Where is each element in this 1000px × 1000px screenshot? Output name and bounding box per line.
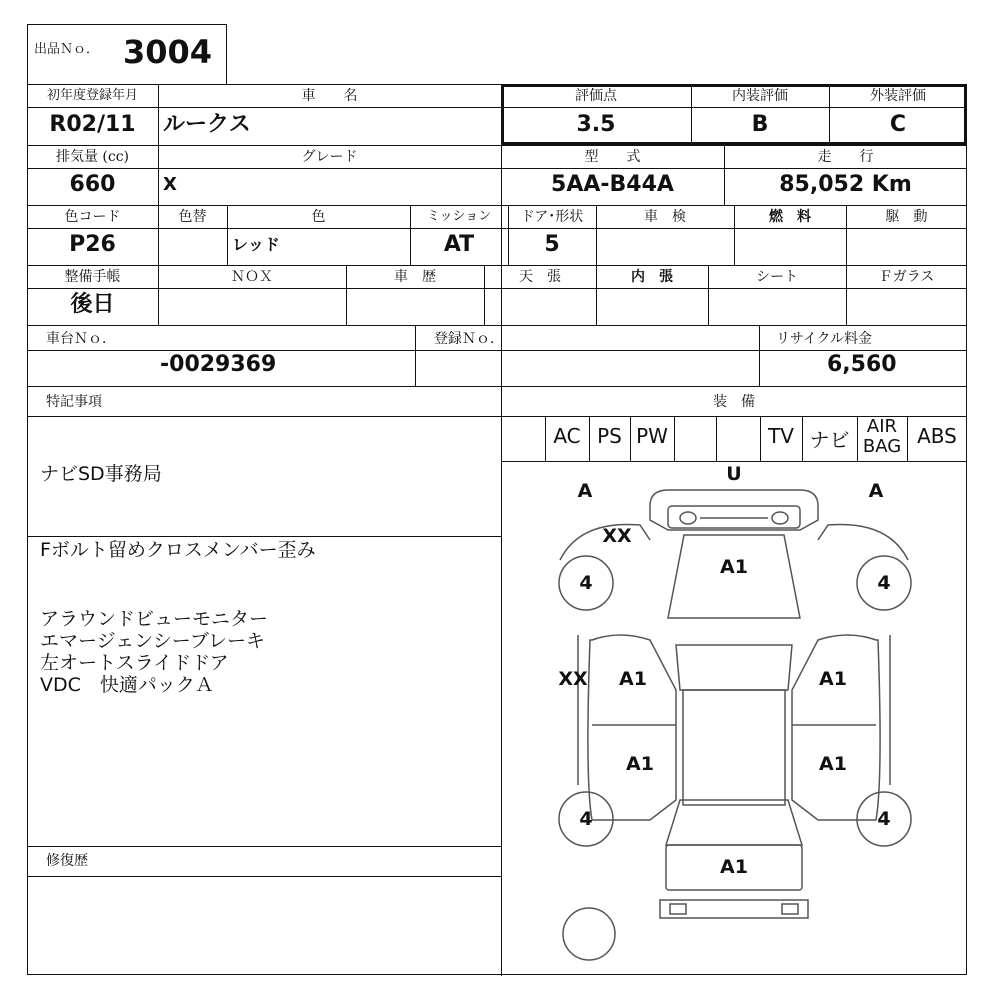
service-book-header: 整備手帳 [64, 269, 121, 285]
feature-4: VDC 快適パックＡ [40, 674, 214, 696]
displacement-header: 排気量 (cc) [55, 149, 130, 165]
damage-left-side: XX [558, 668, 588, 690]
lot-label: 出品Ｎｏ． [34, 42, 100, 57]
color-value: レッド [232, 235, 280, 254]
reg-no-header: 登録Ｎｏ． [434, 331, 504, 347]
service-book-value: 後日 [70, 292, 115, 317]
model-value: 5AA-B44A [551, 172, 674, 197]
f-glass-header: Ｆガラス [878, 269, 935, 285]
color-code-value: P26 [69, 232, 116, 257]
remarks-header: 特記事項 [46, 394, 102, 410]
exterior-value: C [889, 112, 907, 137]
score-header: 評価点 [575, 88, 617, 104]
equipment-header: 装 備 [713, 394, 755, 410]
door-header: ドア･形状 [520, 209, 584, 225]
door-value: 5 [544, 232, 560, 257]
damage-rear-right-door: A1 [819, 753, 847, 775]
transmission-header: ミッション [426, 209, 492, 224]
damage-front-left-door: A1 [619, 668, 647, 690]
fuel-header: 燃 料 [769, 209, 811, 225]
damage-hood-left: XX [602, 525, 632, 547]
equip-navi: ナビ [809, 428, 850, 452]
equip-tv: TV [768, 424, 794, 448]
remark-line-2: Fボルト留めクロスメンバー歪み [40, 539, 316, 561]
repair-history-header: 修復歴 [46, 853, 88, 869]
equip-pw: PW [636, 424, 668, 448]
grade-header: グレード [301, 149, 358, 165]
tire-rear-right: 4 [877, 808, 891, 830]
tire-front-left: 4 [579, 572, 593, 594]
interior-header: 内装評価 [732, 88, 788, 104]
recycle-header: リサイクル料金 [776, 331, 873, 347]
equip-ac: AC [553, 424, 581, 448]
grade-value: X [163, 174, 177, 195]
first-reg-value: R02/11 [49, 112, 136, 137]
interior-trim-header: 内 張 [631, 269, 673, 285]
inspection-header: 車 検 [644, 209, 686, 225]
color-change-header: 色替 [178, 209, 207, 225]
damage-hood: A1 [720, 556, 748, 578]
tire-front-right: 4 [877, 572, 891, 594]
feature-2: エマージェンシーブレーキ [40, 630, 266, 652]
equip-abs: ABS [917, 424, 957, 448]
recycle-value: 6,560 [827, 352, 897, 377]
nox-header: ＮＯＸ [231, 269, 273, 285]
remark-line-1: ナビSD事務局 [40, 463, 162, 485]
tire-rear-left: 4 [579, 808, 593, 830]
color-header: 色 [311, 209, 326, 225]
chassis-value: -0029369 [160, 352, 277, 377]
damage-front-bumper: U [726, 463, 742, 485]
displacement-value: 660 [69, 172, 116, 197]
damage-front-left: A [577, 480, 593, 502]
interior-value: B [751, 112, 769, 137]
car-name-value: ルークス [163, 112, 251, 137]
equip-ps: PS [597, 424, 622, 448]
model-header: 型 式 [584, 149, 641, 165]
mileage-header: 走 行 [817, 149, 874, 165]
seat-header: シート [756, 269, 798, 285]
damage-rear-left-door: A1 [626, 753, 654, 775]
equip-airbag: AIR BAG [862, 416, 902, 457]
mileage-value: 85,052 Km [779, 172, 912, 197]
drive-header: 駆 動 [885, 209, 928, 225]
transmission-value: AT [443, 232, 475, 257]
chassis-header: 車台Ｎｏ． [46, 331, 116, 347]
history-header: 車 歴 [394, 269, 436, 285]
feature-3: 左オートスライドドア [40, 652, 229, 674]
lot-number: 3004 [123, 33, 213, 71]
damage-rear: A1 [720, 856, 748, 878]
car-name-header: 車 名 [301, 88, 358, 104]
first-reg-header: 初年度登録年月 [46, 88, 138, 103]
color-code-header: 色コード [64, 209, 121, 225]
score-value: 3.5 [576, 112, 616, 137]
sunroof-header: 天 張 [519, 269, 561, 285]
car-diagram [501, 461, 967, 975]
damage-front-right: A [868, 480, 884, 502]
feature-1: アラウンドビューモニター [40, 608, 269, 630]
damage-front-right-door: A1 [819, 668, 847, 690]
exterior-header: 外装評価 [870, 88, 926, 104]
